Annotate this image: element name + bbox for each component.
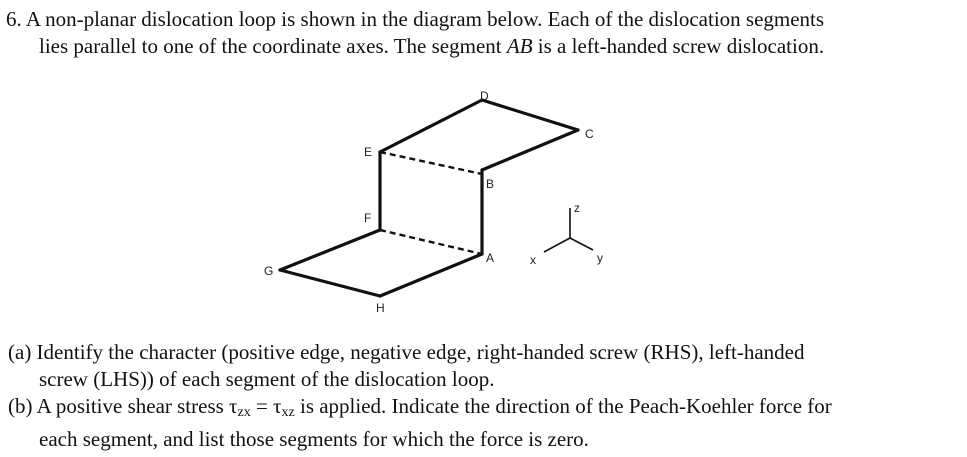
segment-ab-label: AB [506,34,533,58]
question-a-line-1: (a) Identify the character (positive edge, negative edge, right-handed screw (RHS), left-handed [8,340,805,364]
label-c: C [585,127,594,141]
label-b: B [486,177,495,191]
label-d: D [480,89,489,103]
question-b-line-2: each segment, and list those segments for which the force is zero. [39,427,589,451]
dislocation-loop-diagram [260,82,640,322]
axis-label-y: y [597,251,603,265]
segment-bc-edge [482,130,578,170]
problem-statement [6,6,961,60]
hidden-edge-eb [380,152,482,174]
label-g: G [264,264,274,278]
x-axis [544,238,570,252]
label-a: A [486,251,495,265]
question-a-line-2: screw (LHS)) of each segment of the dislocation loop. [39,367,495,391]
label-e: E [364,145,373,159]
dislocation-loop-svg [260,82,640,322]
segment-gh [280,270,380,296]
problem-line-1: 6. A non-planar dislocation loop is shown in the diagram below. Each of the dislocation segments [6,7,825,31]
question-b-pre: (b) A positive shear stress τ [8,394,238,418]
problem-line-2-post: is a left-handed screw dislocation. [532,34,825,58]
problem-line-2 [6,33,961,60]
tau-subscript-zx: zx [237,405,251,420]
segment-ha [380,254,482,296]
axis-label-z: z [574,201,580,215]
question-b-mid: = τ [250,394,282,418]
coordinate-axes [544,208,593,252]
tau-subscript-xz: xz [281,405,295,420]
axis-label-x: x [530,253,536,267]
label-h: H [376,301,385,315]
segment-cd [482,100,578,130]
segment-de [380,100,482,152]
problem-line-2-pre: lies parallel to one of the coordinate axes. The segment [39,34,507,58]
hidden-edge-fa [380,230,482,254]
y-axis [570,238,593,250]
question-b-post: is applied. Indicate the direction of the Peach-Koehler force for [294,394,832,418]
question-b-line-1 [8,393,963,426]
questions [8,339,963,453]
label-f: F [364,211,372,225]
segment-fg [280,230,380,270]
